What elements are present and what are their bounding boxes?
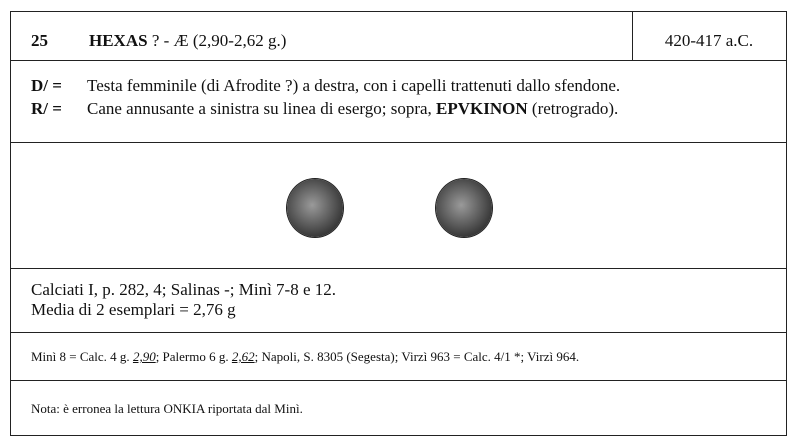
average-weight: Media di 2 esemplari = 2,76 g <box>31 300 236 319</box>
specimen-text-2: ; Palermo 6 g. <box>155 349 229 364</box>
images-row <box>11 143 786 269</box>
denomination: HEXAS <box>89 31 148 50</box>
obverse-coin-image <box>287 179 343 237</box>
reverse-text: Cane annusante a sinistra su linea di esergo; sopra, <box>87 99 432 118</box>
specimen-text-3: ; Napoli, S. 8305 (Segesta); Virzì 963 = Calc. 4/1 *; Virzì 964. <box>254 349 580 364</box>
obverse-line <box>31 76 620 96</box>
reverse-line <box>31 99 618 119</box>
reverse-note: (retrogrado). <box>531 99 619 118</box>
date-range: 420-417 a.C. <box>664 31 754 50</box>
description-row <box>11 61 786 143</box>
reverse-label: R/ = <box>31 99 62 118</box>
title-details: ? - Æ (2,90-2,62 g.) <box>151 31 287 50</box>
bibliography-row <box>11 269 786 333</box>
note-text: Nota: è erronea la lettura ONKIA riportata dal Minì. <box>31 401 303 416</box>
header-row <box>11 12 786 61</box>
specimen-weight-2: 2,62 <box>231 349 255 364</box>
specimen-weight-1: 2,90 <box>132 349 156 364</box>
obverse-label: D/ = <box>31 76 62 95</box>
coin-catalog-card <box>10 11 787 436</box>
catalog-number: 25 <box>31 31 48 50</box>
specimens-row <box>11 333 786 381</box>
coin-title <box>89 31 286 51</box>
bibliography-line: Calciati I, p. 282, 4; Salinas -; Minì 7-8 e 12. <box>31 280 337 299</box>
obverse-text: Testa femminile (di Afrodite ?) a destra, con i capelli trattenuti dallo sfendone. <box>87 76 621 95</box>
note-row <box>11 381 786 435</box>
specimens-list <box>31 349 579 365</box>
specimen-text-1: Minì 8 = Calc. 4 g. <box>31 349 130 364</box>
reverse-legend: EPVKINON <box>436 99 528 118</box>
reverse-coin-image <box>436 179 492 237</box>
